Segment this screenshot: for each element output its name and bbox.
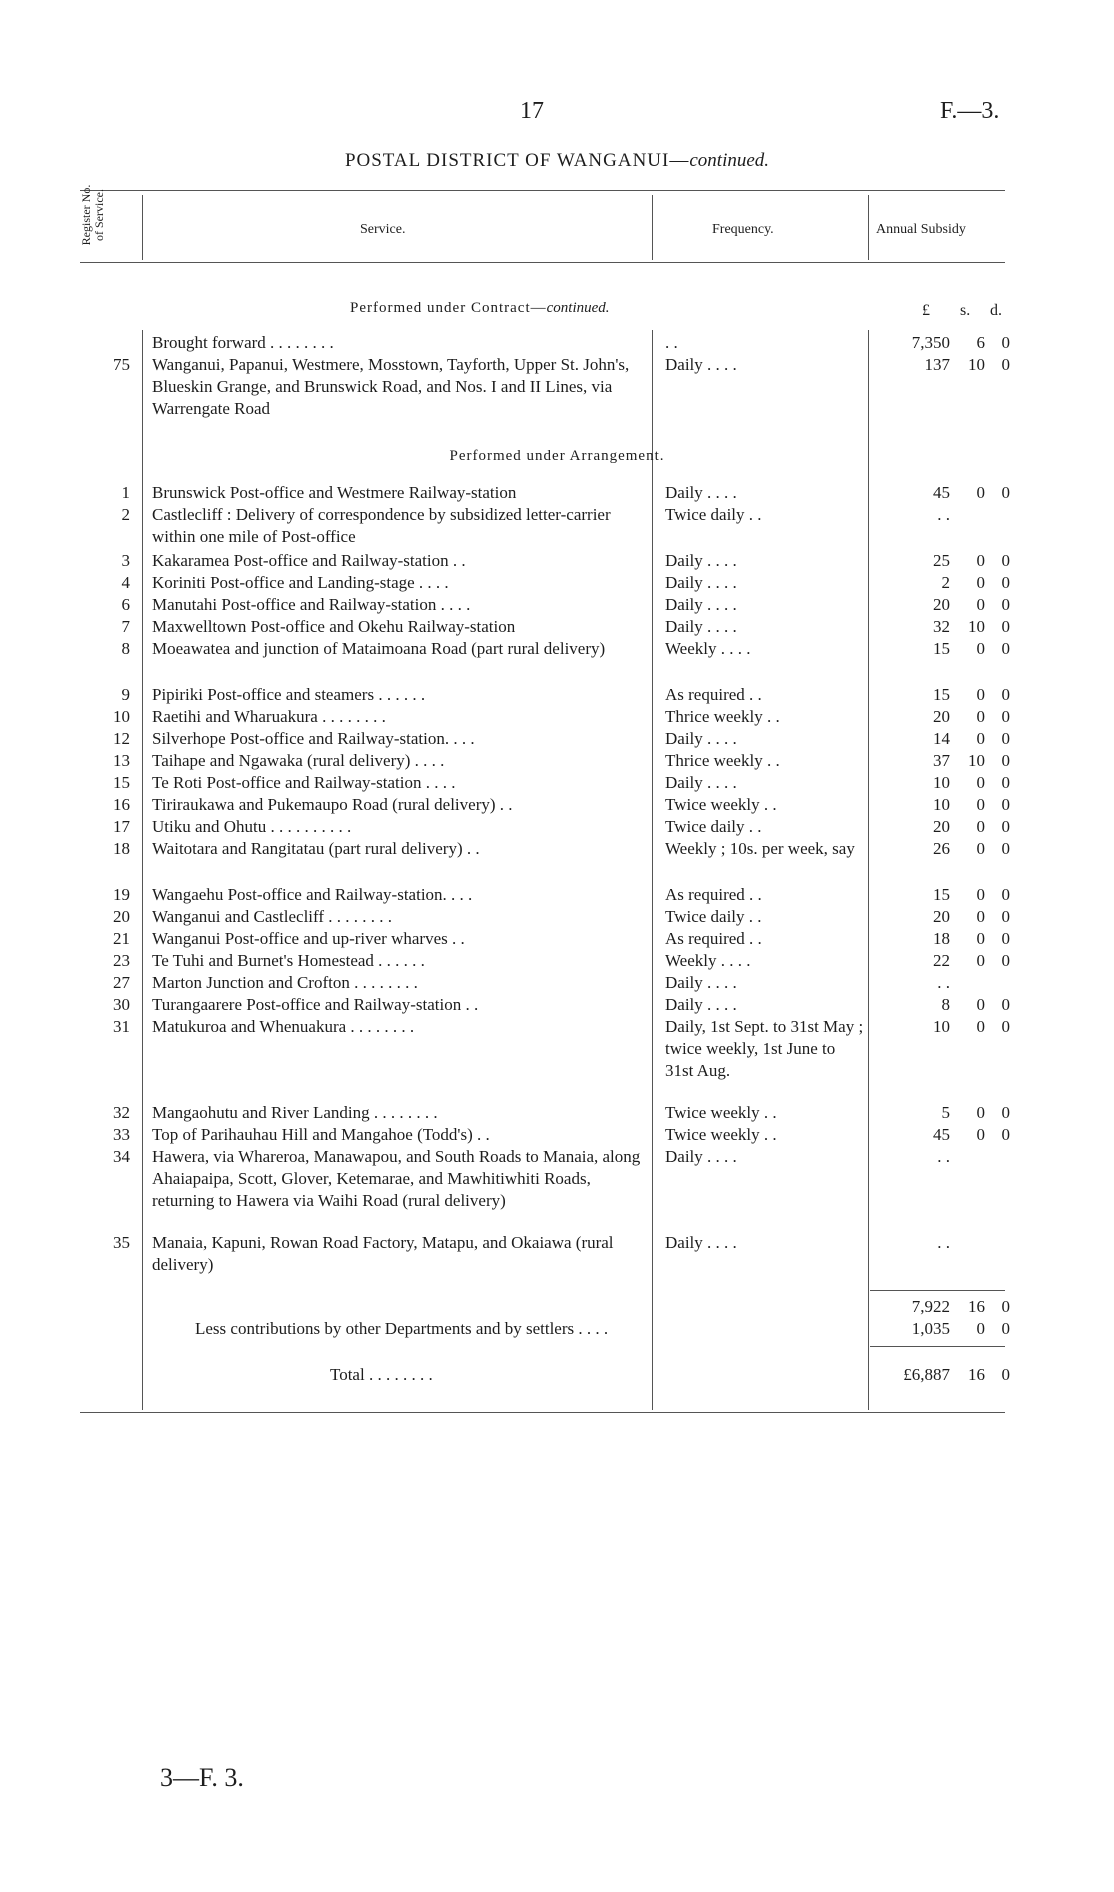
service-description: Utiku and Ohutu . . . . . . . . . . <box>152 817 352 836</box>
subsidy-pence: 0 <box>1001 907 1010 926</box>
register-number: 23 <box>113 951 130 970</box>
register-number: 16 <box>113 795 130 814</box>
subsidy-pence: 0 <box>1001 551 1010 570</box>
title-main: POSTAL DISTRICT OF WANGANUI— <box>344 150 690 171</box>
header-divider-2 <box>652 195 653 260</box>
subsidy-shillings: 0 <box>976 1125 985 1144</box>
service-description: Brunswick Post-office and Westmere Railway-station <box>152 483 517 502</box>
register-number: 75 <box>113 355 130 374</box>
frequency: Daily . . . . <box>665 573 737 592</box>
subsidy-pounds: 7,350 <box>911 333 950 352</box>
subsidy-pence: 0 <box>1001 751 1010 770</box>
body-divider-3 <box>868 330 869 1410</box>
header-divider-3 <box>868 195 869 260</box>
frequency: Daily . . . . <box>665 551 737 570</box>
subsidy-pounds: . . <box>937 505 950 524</box>
register-number: 21 <box>113 929 130 948</box>
service-description: Wanganui Post-office and up-river wharves . . <box>152 929 465 948</box>
frequency: Thrice weekly . . <box>665 707 780 726</box>
subsidy-pence: 0 <box>1001 773 1010 792</box>
section-arrangement-heading: Performed under Arrangement. <box>449 448 665 464</box>
frequency: Daily, 1st Sept. to 31st May ; twice weekly, 1st June to 31st Aug. <box>665 1017 864 1080</box>
subsidy-pounds: 15 <box>933 885 950 904</box>
title-continued: continued. <box>689 150 770 171</box>
register-number: 31 <box>113 1017 130 1036</box>
subsidy-shillings: 0 <box>976 1017 985 1036</box>
register-number: 6 <box>121 595 130 614</box>
subsidy-pounds: 26 <box>933 839 950 858</box>
subsidy-shillings: 0 <box>976 907 985 926</box>
subtotal-shillings: 16 <box>968 1297 985 1316</box>
subsidy-shillings: 0 <box>976 995 985 1014</box>
section-contract-heading <box>350 300 610 317</box>
subsidy-pounds: 10 <box>933 795 950 814</box>
service-description: Pipiriki Post-office and steamers . . . . . . <box>152 685 426 704</box>
footer-signature: 3—F. 3. <box>160 1763 244 1792</box>
frequency: Twice weekly . . <box>665 1125 777 1144</box>
subsidy-pounds: . . <box>937 973 950 992</box>
register-number: 27 <box>113 973 130 992</box>
service-description: Marton Junction and Crofton . . . . . . . . <box>152 973 418 992</box>
frequency: Thrice weekly . . <box>665 751 780 770</box>
service-description: Manutahi Post-office and Railway-station . . . . <box>152 595 471 614</box>
register-number: 7 <box>121 617 130 636</box>
service-column-header: Service. <box>360 222 406 237</box>
subsidy-pence: 0 <box>1001 817 1010 836</box>
subsidy-pence: 0 <box>1001 995 1010 1014</box>
body-divider-2 <box>652 330 653 1410</box>
subsidy-shillings: 0 <box>976 595 985 614</box>
register-number: 33 <box>113 1125 130 1144</box>
subsidy-pence: 0 <box>1001 595 1010 614</box>
subsidy-pounds: 15 <box>933 639 950 658</box>
subsidy-shillings: 10 <box>968 355 985 374</box>
total-pence: 0 <box>1001 1365 1010 1384</box>
service-description: Koriniti Post-office and Landing-stage . . . . <box>152 573 449 592</box>
service-description: Manaia, Kapuni, Rowan Road Factory, Matapu, and Okaiawa (rural delivery) <box>152 1233 614 1274</box>
subsidy-shillings: 0 <box>976 685 985 704</box>
service-description: Taihape and Ngawaka (rural delivery) . . . . <box>152 751 445 770</box>
register-number: 12 <box>113 729 130 748</box>
register-number: 13 <box>113 751 130 770</box>
subsidy-pence: 0 <box>1001 685 1010 704</box>
register-number: 4 <box>121 573 130 592</box>
service-description: Brought forward . . . . . . . . <box>152 333 334 352</box>
header-bottom-rule <box>80 262 1005 263</box>
service-description: Matukuroa and Whenuakura . . . . . . . . <box>152 1017 415 1036</box>
subsidy-pence: 0 <box>1001 707 1010 726</box>
frequency: Daily . . . . <box>665 995 737 1014</box>
subsidy-pounds: 32 <box>933 617 950 636</box>
register-number: 2 <box>121 505 130 524</box>
subsidy-pounds: 5 <box>941 1103 950 1122</box>
subsidy-pence: 0 <box>1001 729 1010 748</box>
subsidy-shillings: 0 <box>976 885 985 904</box>
total-rule <box>870 1346 1005 1347</box>
subsidy-shillings: 0 <box>976 551 985 570</box>
register-number: 10 <box>113 707 130 726</box>
subsidy-pence: 0 <box>1001 639 1010 658</box>
service-description: Silverhope Post-office and Railway-station. . . . <box>152 729 475 748</box>
frequency: Twice daily . . <box>665 907 762 926</box>
service-description: Castlecliff : Delivery of correspondence by subsidized letter-carrier within one mile of Post-office <box>152 505 611 546</box>
less-shillings: 0 <box>976 1319 985 1338</box>
less-pounds: 1,035 <box>911 1319 950 1338</box>
subsidy-pounds: 137 <box>924 355 950 374</box>
service-description: Kakaramea Post-office and Railway-station . . <box>152 551 466 570</box>
unit-pounds: £ <box>922 302 930 319</box>
subsidy-pounds: 20 <box>933 707 950 726</box>
register-number: 19 <box>113 885 130 904</box>
subsidy-pounds: 18 <box>933 929 950 948</box>
frequency: As required . . <box>665 885 762 904</box>
subsidy-pence: 0 <box>1001 355 1010 374</box>
service-description: Te Roti Post-office and Railway-station . . . . <box>152 773 456 792</box>
header-divider-1 <box>142 195 143 260</box>
frequency: Daily . . . . <box>665 1147 737 1166</box>
subsidy-shillings: 0 <box>976 773 985 792</box>
frequency: As required . . <box>665 929 762 948</box>
frequency: Weekly ; 10s. per week, say <box>665 839 855 858</box>
subsidy-pence: 0 <box>1001 617 1010 636</box>
subsidy-pence: 0 <box>1001 1017 1010 1036</box>
subsidy-pounds: 20 <box>933 907 950 926</box>
subsidy-shillings: 0 <box>976 483 985 502</box>
service-description: Turangaarere Post-office and Railway-station . . <box>152 995 479 1014</box>
subsidy-pounds: 37 <box>933 751 950 770</box>
register-number: 8 <box>121 639 130 658</box>
service-description: Wanganui and Castlecliff . . . . . . . . <box>152 907 393 926</box>
subsidy-shillings: 0 <box>976 1103 985 1122</box>
subsidy-pence: 0 <box>1001 795 1010 814</box>
subsidy-shillings: 0 <box>976 639 985 658</box>
subsidy-shillings: 0 <box>976 707 985 726</box>
frequency-column-header: Frequency. <box>712 222 774 237</box>
subsidy-shillings: 0 <box>976 729 985 748</box>
page-number: 17 <box>520 98 544 124</box>
frequency: Daily . . . . <box>665 355 737 374</box>
subsidy-pounds: 15 <box>933 685 950 704</box>
register-number: 32 <box>113 1103 130 1122</box>
register-number: 34 <box>113 1147 130 1166</box>
service-description: Te Tuhi and Burnet's Homestead . . . . . . <box>152 951 425 970</box>
subsidy-shillings: 10 <box>968 751 985 770</box>
subsidy-shillings: 0 <box>976 839 985 858</box>
frequency: . . <box>665 333 678 352</box>
subsidy-shillings: 0 <box>976 929 985 948</box>
subsidy-pence: 0 <box>1001 1103 1010 1122</box>
service-description: Wangaehu Post-office and Railway-station. . . . <box>152 885 473 904</box>
register-number: 3 <box>121 551 130 570</box>
subsidy-pounds: 14 <box>933 729 950 748</box>
less-pence: 0 <box>1001 1319 1010 1338</box>
register-number: 18 <box>113 839 130 858</box>
subsidy-pounds: 2 <box>941 573 950 592</box>
service-description: Moeawatea and junction of Mataimoana Road (part rural delivery) <box>152 639 606 658</box>
service-description: Maxwelltown Post-office and Okehu Railway-station <box>152 617 516 636</box>
frequency: Twice daily . . <box>665 817 762 836</box>
subsidy-shillings: 10 <box>968 617 985 636</box>
frequency: Daily . . . . <box>665 617 737 636</box>
subsidy-pence: 0 <box>1001 929 1010 948</box>
subtotal-pounds: 7,922 <box>911 1297 950 1316</box>
subsidy-shillings: 0 <box>976 573 985 592</box>
service-description: Wanganui, Papanui, Westmere, Mosstown, Tayforth, Upper St. John's, Blueskin Grange, and Brunswick Road, and Nos. I and II Lines, via Warrengate Road <box>152 355 630 418</box>
register-column-header: Register No. of Service. <box>79 184 106 246</box>
subtotal-pence: 0 <box>1001 1297 1010 1316</box>
total-label: Total . . . . . . . . <box>330 1365 433 1384</box>
total-pounds: £6,887 <box>903 1365 950 1384</box>
frequency: Daily . . . . <box>665 483 737 502</box>
section-contract-cont: continued. <box>546 300 610 316</box>
subsidy-pence: 0 <box>1001 483 1010 502</box>
subsidy-pence: 0 <box>1001 839 1010 858</box>
subsidy-pence: 0 <box>1001 885 1010 904</box>
subsidy-pence: 0 <box>1001 951 1010 970</box>
service-description: Mangaohutu and River Landing . . . . . . . . <box>152 1103 438 1122</box>
frequency: Daily . . . . <box>665 773 737 792</box>
register-number: 15 <box>113 773 130 792</box>
register-number: 30 <box>113 995 130 1014</box>
register-number: 17 <box>113 817 130 836</box>
frequency: Weekly . . . . <box>665 639 751 658</box>
subsidy-column-header: Annual Subsidy <box>876 222 966 237</box>
subsidy-shillings: 0 <box>976 817 985 836</box>
frequency: Weekly . . . . <box>665 951 751 970</box>
subsidy-pence: 0 <box>1001 1125 1010 1144</box>
subsidy-pounds: 10 <box>933 1017 950 1036</box>
frequency: As required . . <box>665 685 762 704</box>
frequency: Twice daily . . <box>665 505 762 524</box>
body-divider-1 <box>142 330 143 1410</box>
register-number: 9 <box>121 685 130 704</box>
frequency: Daily . . . . <box>665 595 737 614</box>
page-title <box>0 150 1114 172</box>
frequency: Daily . . . . <box>665 973 737 992</box>
frequency: Twice weekly . . <box>665 1103 777 1122</box>
service-description: Top of Parihauhau Hill and Mangahoe (Todd's) . . <box>152 1125 490 1144</box>
subsidy-shillings: 6 <box>976 333 985 352</box>
register-number: 1 <box>121 483 130 502</box>
subsidy-pence: 0 <box>1001 573 1010 592</box>
service-description: Raetihi and Wharuakura . . . . . . . . <box>152 707 386 726</box>
total-shillings: 16 <box>968 1365 985 1384</box>
subsidy-shillings: 0 <box>976 795 985 814</box>
subsidy-pounds: 25 <box>933 551 950 570</box>
subsidy-shillings: 0 <box>976 951 985 970</box>
service-description: Waitotara and Rangitatau (part rural delivery) . . <box>152 839 480 858</box>
subsidy-pounds: 20 <box>933 817 950 836</box>
subtotal-rule <box>870 1290 1005 1291</box>
subsidy-pounds: 22 <box>933 951 950 970</box>
subsidy-pounds: 20 <box>933 595 950 614</box>
register-number: 35 <box>113 1233 130 1252</box>
table-bottom-rule <box>80 1412 1005 1413</box>
frequency: Twice weekly . . <box>665 795 777 814</box>
service-description: Tiriraukawa and Pukemaupo Road (rural delivery) . . <box>152 795 513 814</box>
subsidy-pounds: 45 <box>933 1125 950 1144</box>
section-contract-text: Performed under Contract— <box>350 300 547 316</box>
subsidy-pounds: 10 <box>933 773 950 792</box>
unit-shillings: s. <box>960 302 971 319</box>
subsidy-pounds: 8 <box>941 995 950 1014</box>
report-reference: F.—3. <box>940 98 1000 124</box>
service-description: Hawera, via Whareroa, Manawapou, and South Roads to Manaia, along Ahaiapaipa, Scott, Glover, Ketemarae, and Mawhitiwhiti Roads, returning to Hawera via Waihi Road (rural delivery) <box>152 1147 641 1210</box>
subsidy-pence: 0 <box>1001 333 1010 352</box>
less-contributions-label: Less contributions by other Departments and by settlers . . . . <box>195 1319 609 1338</box>
frequency: Daily . . . . <box>665 729 737 748</box>
frequency: Daily . . . . <box>665 1233 737 1252</box>
register-number: 20 <box>113 907 130 926</box>
subsidy-pounds: . . <box>937 1233 950 1252</box>
unit-pence: d. <box>990 302 1002 319</box>
subsidy-pounds: 45 <box>933 483 950 502</box>
subsidy-pounds: . . <box>937 1147 950 1166</box>
header-top-rule <box>80 190 1005 191</box>
